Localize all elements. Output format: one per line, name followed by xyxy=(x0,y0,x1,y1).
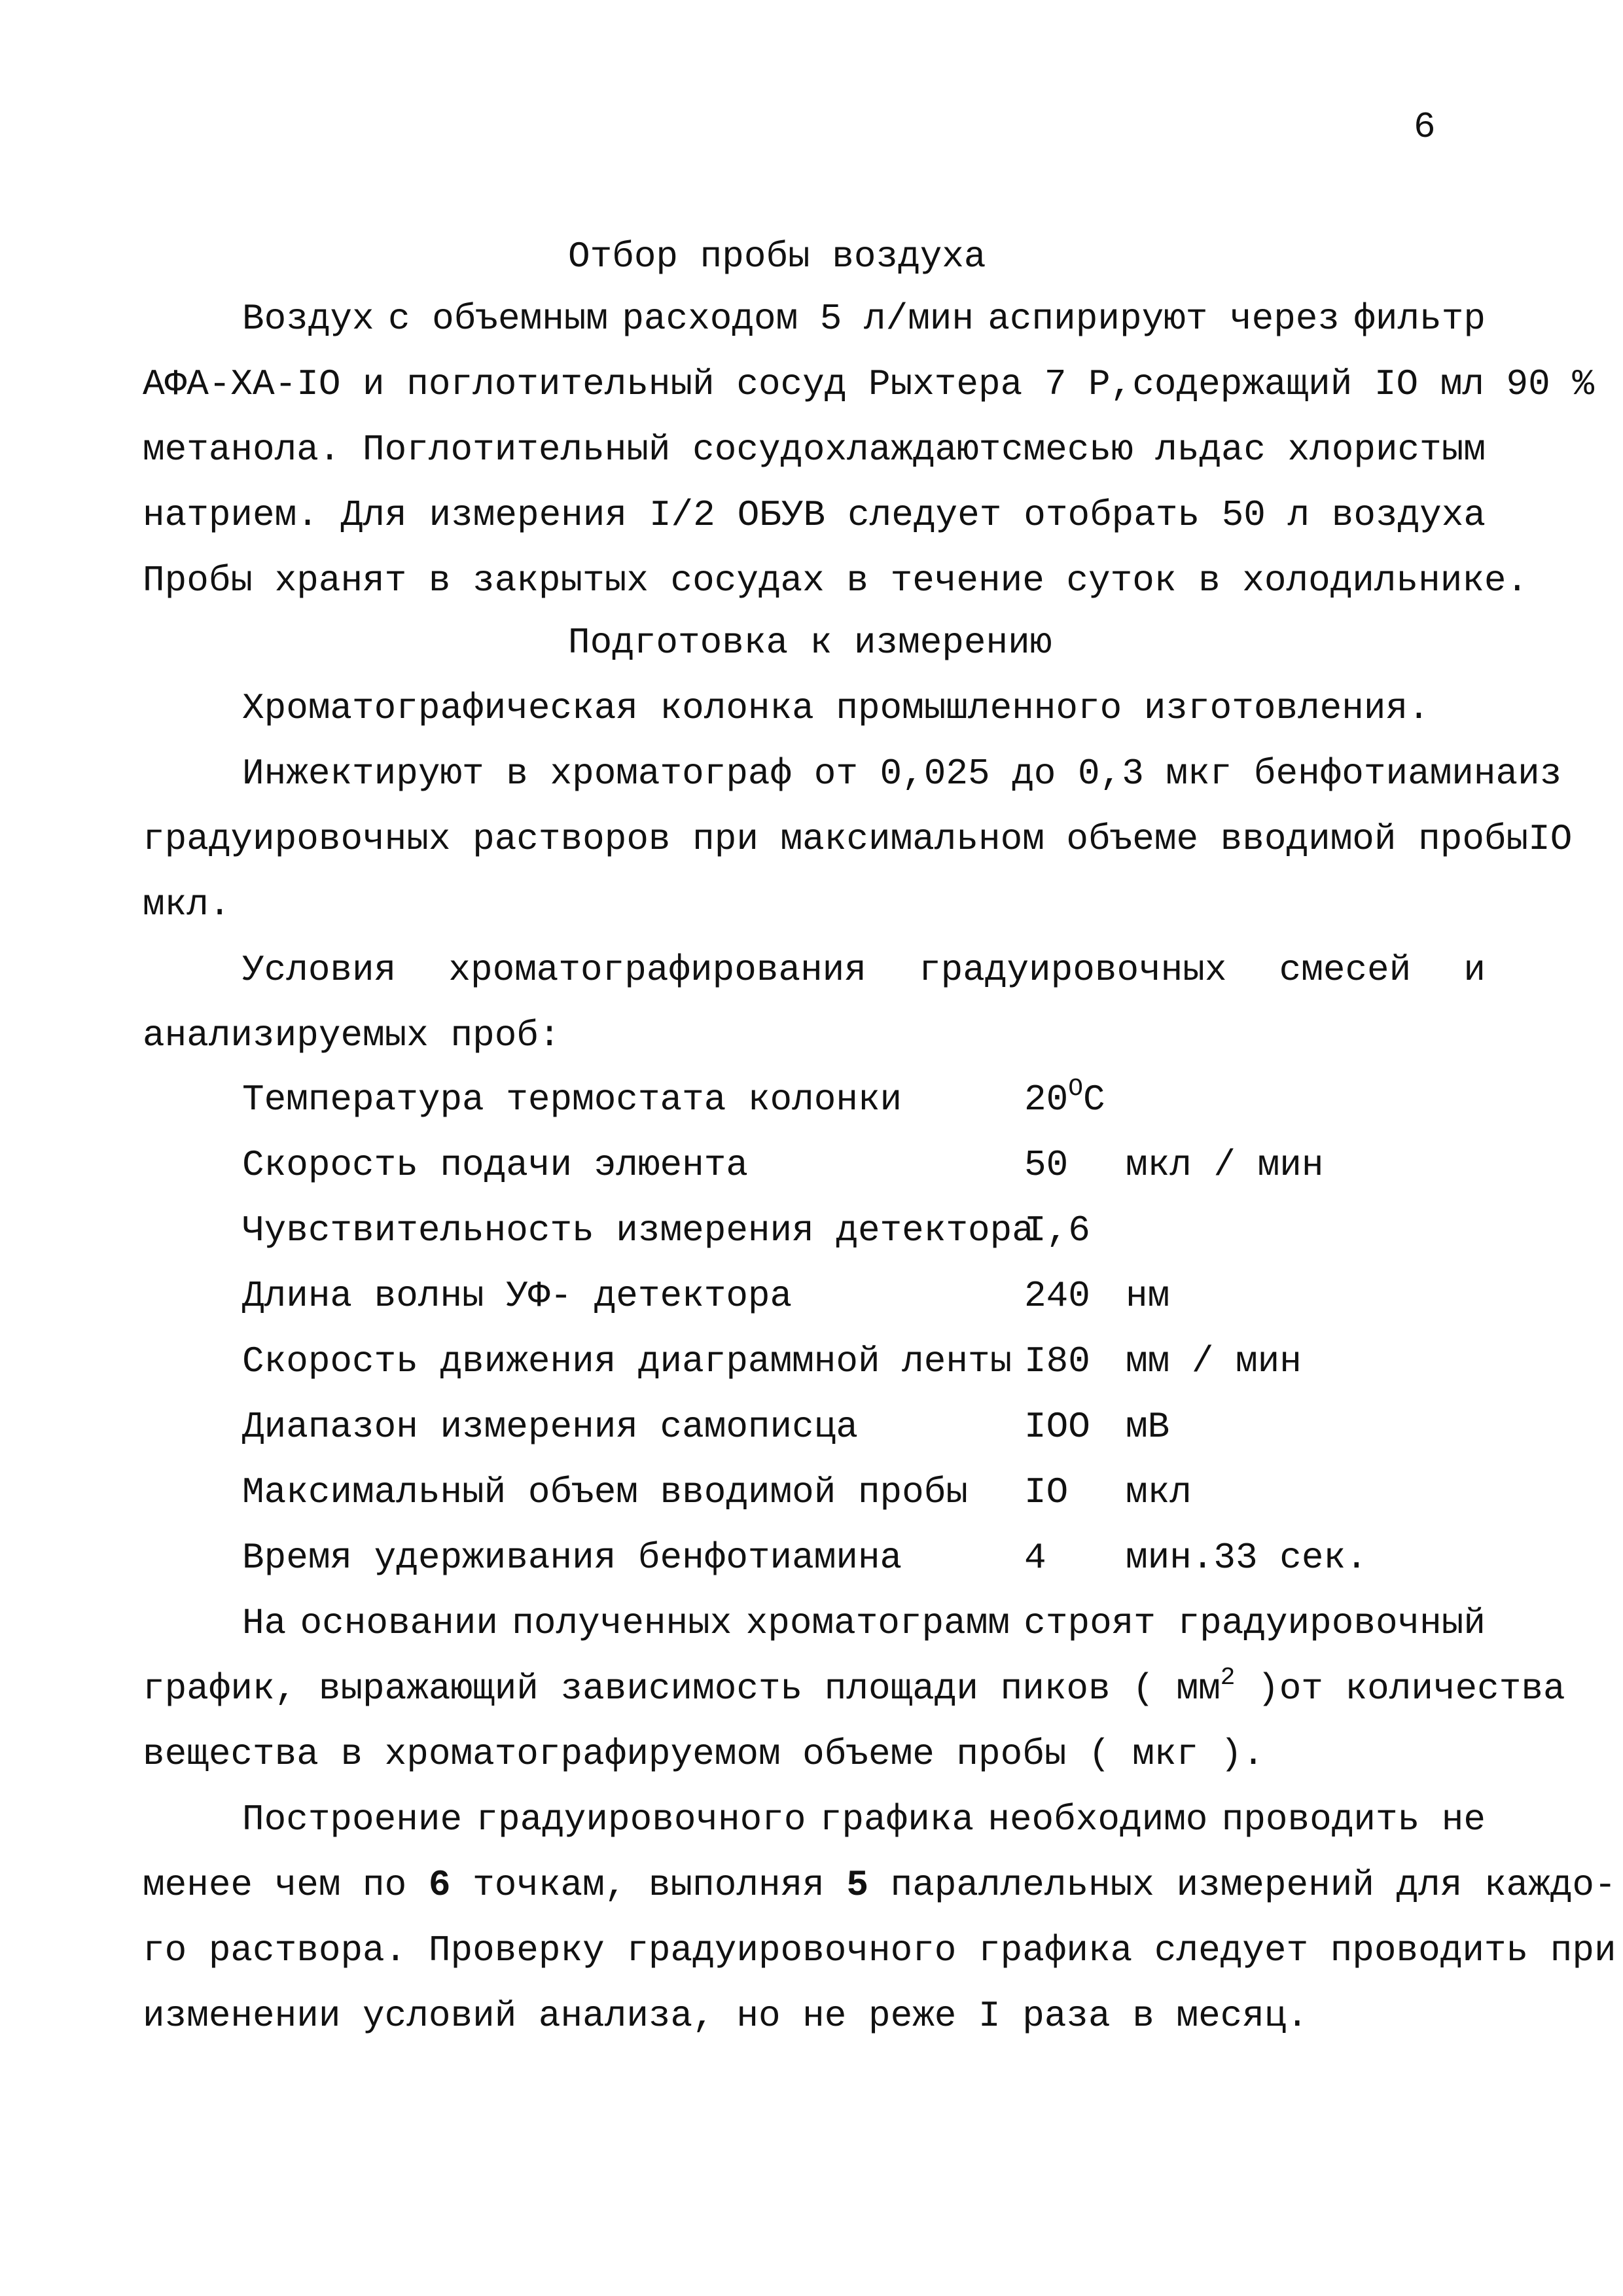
word: аспирируют через xyxy=(988,298,1340,340)
word: расходом 5 л/мин xyxy=(622,298,974,340)
text-segment xyxy=(143,1664,1279,1710)
condition-value: IOO xyxy=(1024,1406,1090,1448)
condition-row xyxy=(0,1471,1623,1524)
measurements-count: 5 xyxy=(846,1864,868,1906)
condition-value: 50 xyxy=(1024,1144,1069,1186)
page-number: 6 xyxy=(1414,106,1436,148)
text-segment: охлаждают xyxy=(802,429,1001,471)
paragraph-line: го раствора. Проверку градуировочного графика следует проводить при xyxy=(143,1929,1616,1971)
condition-name: Скорость подачи элюента xyxy=(242,1144,748,1186)
word: Условия xyxy=(242,949,397,991)
word: градуировочного xyxy=(476,1799,806,1840)
condition-name: Максимальный объем вводимой пробы xyxy=(242,1471,968,1513)
condition-row xyxy=(0,1210,1623,1262)
text-segment: из xyxy=(1518,753,1562,795)
text-part: менее чем по xyxy=(143,1864,429,1906)
condition-name: Диапазон измерения самописца xyxy=(242,1406,858,1448)
word: необходимо xyxy=(988,1799,1208,1840)
paragraph-line: мкл. xyxy=(143,884,231,925)
condition-row xyxy=(0,1406,1623,1458)
condition-row xyxy=(0,1144,1623,1196)
condition-row xyxy=(0,1275,1623,1327)
paragraph-line xyxy=(143,1664,1565,1710)
text-segment: IO xyxy=(1528,818,1573,860)
word: хроматографирования xyxy=(448,949,866,991)
word: ОБУВ xyxy=(737,494,826,536)
paragraph-line xyxy=(242,949,1486,991)
word: строят градуировочный xyxy=(1024,1602,1486,1644)
paragraph-line: вещества в хроматографируемом объеме пробы ( мкг ). xyxy=(143,1733,1264,1775)
word: натрием. xyxy=(143,494,319,536)
condition-name: Температура термостата колонки xyxy=(242,1079,902,1121)
condition-value: I80 xyxy=(1024,1340,1090,1382)
paragraph-line xyxy=(143,363,1594,405)
word: полученных xyxy=(512,1602,732,1644)
paragraph-line xyxy=(143,1864,1616,1906)
paragraph-line xyxy=(143,429,1486,471)
word: проводить не xyxy=(1221,1799,1486,1840)
paragraph-line xyxy=(242,1602,1486,1644)
paragraph-line xyxy=(143,818,1573,860)
text-part: ) xyxy=(1235,1668,1279,1710)
condition-row xyxy=(0,1340,1623,1393)
condition-unit: мин.33 сек. xyxy=(1126,1537,1368,1579)
condition-row xyxy=(0,1075,1623,1131)
section-heading-preparation: Подготовка к измерению xyxy=(568,622,1052,664)
condition-value: 240 xyxy=(1024,1275,1090,1317)
word: На xyxy=(242,1602,287,1644)
word: с объемным xyxy=(387,298,609,340)
paragraph-line xyxy=(242,1799,1486,1840)
condition-value: 4 xyxy=(1024,1537,1046,1579)
text-segment: содержащий IO мл 90 % xyxy=(1132,363,1594,405)
text-part: точкам, выполняя xyxy=(450,1864,847,1906)
paragraph-line xyxy=(143,494,1486,536)
value-number: 20 xyxy=(1024,1079,1069,1121)
condition-name: Время удерживания бенфотиамина xyxy=(242,1537,902,1579)
word: и xyxy=(1463,949,1486,991)
word: I/2 xyxy=(649,494,715,536)
text-segment: метанола. Поглотительный сосуд xyxy=(143,429,803,471)
text-part: параллельных измерений для каждо- xyxy=(868,1864,1616,1906)
text-segment: Инжектируют в хроматограф от 0,025 до 0,3 мкг бенфотиамина xyxy=(242,753,1518,795)
condition-value xyxy=(1024,1075,1105,1121)
paragraph-line xyxy=(242,753,1562,795)
condition-unit: мм / мин xyxy=(1126,1340,1302,1382)
paragraph-line: Пробы хранят в закрытых сосудах в течение суток в холодильнике. xyxy=(143,560,1529,601)
paragraph-line: Хроматографическая колонка промышленного изготовления. xyxy=(242,687,1430,729)
word: измерения xyxy=(429,494,627,536)
text-segment: от количества xyxy=(1279,1668,1565,1710)
word: хроматограмм xyxy=(745,1602,1010,1644)
condition-row xyxy=(0,1537,1623,1589)
word: фильтр xyxy=(1353,298,1486,340)
text-segment: АФА-ХА-IO и поглотительный сосуд Рыхтера 7 Р, xyxy=(143,363,1133,405)
word: градуировочных xyxy=(919,949,1227,991)
word: отобрать 50 л воздуха xyxy=(1024,494,1486,536)
text-part: график, выражающий зависимость площади пиков ( мм xyxy=(143,1668,1221,1710)
paragraph-line: изменении условий анализа, но не реже I раза в месяц. xyxy=(143,1995,1309,2037)
word: графика xyxy=(819,1799,974,1840)
section-heading-air-sampling: Отбор пробы воздуха xyxy=(568,236,986,278)
word: Для xyxy=(340,494,407,536)
word: следует xyxy=(847,494,1002,536)
condition-name: Скорость движения диаграммной ленты xyxy=(242,1340,1012,1382)
condition-name: Длина волны УФ- детектора xyxy=(242,1275,793,1317)
squared-sup: 2 xyxy=(1220,1664,1236,1692)
degree-sup: O xyxy=(1068,1075,1084,1103)
text-segment: с хлористым xyxy=(1243,429,1486,471)
condition-unit: мкл xyxy=(1126,1471,1192,1513)
condition-unit: нм xyxy=(1126,1275,1170,1317)
value-unit: C xyxy=(1083,1079,1105,1121)
text-segment: градуировочных растворов при максимальном объеме вводимой пробы xyxy=(143,818,1529,860)
paragraph-line xyxy=(242,298,1486,340)
condition-name: Чувствительность измерения детектора xyxy=(242,1210,1034,1251)
word: Воздух xyxy=(242,298,374,340)
paragraph-line: анализируемых проб: xyxy=(143,1014,561,1056)
text-segment: смесью льда xyxy=(1001,429,1243,471)
condition-unit: мкл / мин xyxy=(1126,1144,1324,1186)
points-count: 6 xyxy=(428,1864,451,1906)
word: смесей xyxy=(1279,949,1412,991)
word: основании xyxy=(300,1602,498,1644)
condition-value: IO xyxy=(1024,1471,1069,1513)
condition-unit: мВ xyxy=(1126,1406,1170,1448)
condition-value: I,6 xyxy=(1024,1210,1090,1251)
word: Построение xyxy=(242,1799,463,1840)
